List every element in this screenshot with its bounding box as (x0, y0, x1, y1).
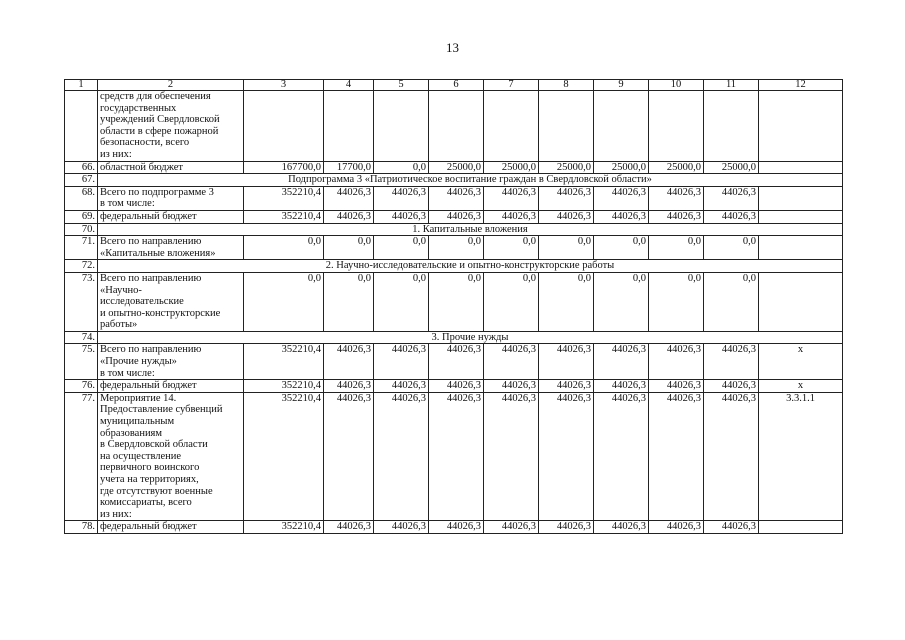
value-cell: 0,0 (484, 272, 539, 331)
value-cell: 352210,4 (244, 344, 324, 380)
table-row (65, 161, 843, 174)
value-cell: 44026,3 (704, 380, 759, 393)
value-cell: 44026,3 (484, 210, 539, 223)
row-number: 66. (65, 161, 98, 174)
value-cell: 44026,3 (704, 521, 759, 534)
event-code-cell (759, 210, 843, 223)
value-cell: 0,0 (649, 236, 704, 260)
table-row (65, 272, 843, 331)
table-row (65, 174, 843, 187)
value-cell: 44026,3 (484, 521, 539, 534)
value-cell: 0,0 (324, 272, 374, 331)
column-number-cell: 7 (484, 80, 539, 91)
table-row (65, 186, 843, 210)
value-cell: 44026,3 (704, 392, 759, 521)
value-cell (244, 91, 324, 162)
value-cell: 44026,3 (374, 380, 429, 393)
row-description: федеральный бюджет (98, 380, 244, 393)
row-number: 76. (65, 380, 98, 393)
value-cell: 44026,3 (324, 186, 374, 210)
column-number-cell: 5 (374, 80, 429, 91)
table-row (65, 521, 843, 534)
value-cell: 44026,3 (324, 210, 374, 223)
row-description: Всего по направлению «Научно- исследовательские и опытно-конструкторские работы» (98, 272, 244, 331)
value-cell: 44026,3 (649, 210, 704, 223)
column-number-row (65, 80, 843, 91)
value-cell: 352210,4 (244, 392, 324, 521)
value-cell: 44026,3 (429, 380, 484, 393)
row-description: Всего по направлению «Капитальные вложения» (98, 236, 244, 260)
value-cell: 44026,3 (429, 392, 484, 521)
value-cell: 44026,3 (429, 210, 484, 223)
table-row (65, 91, 843, 162)
event-code-cell: 3.3.1.1 (759, 392, 843, 521)
value-cell: 44026,3 (374, 392, 429, 521)
value-cell: 44026,3 (649, 186, 704, 210)
value-cell: 44026,3 (429, 344, 484, 380)
value-cell: 44026,3 (374, 210, 429, 223)
event-code-cell (759, 521, 843, 534)
column-number-cell: 12 (759, 80, 843, 91)
value-cell: 0,0 (484, 236, 539, 260)
value-cell: 25000,0 (649, 161, 704, 174)
table-body (65, 80, 843, 534)
value-cell: 0,0 (374, 272, 429, 331)
value-cell: 44026,3 (594, 521, 649, 534)
event-code-cell (759, 91, 843, 162)
row-number: 70. (65, 223, 98, 236)
value-cell: 44026,3 (704, 186, 759, 210)
value-cell: 0,0 (244, 236, 324, 260)
value-cell: 44026,3 (324, 344, 374, 380)
table-row (65, 210, 843, 223)
value-cell: 0,0 (649, 272, 704, 331)
value-cell: 25000,0 (484, 161, 539, 174)
row-description: областной бюджет (98, 161, 244, 174)
value-cell: 44026,3 (484, 380, 539, 393)
row-description: Всего по направлению «Прочие нужды» в том числе: (98, 344, 244, 380)
value-cell: 44026,3 (539, 344, 594, 380)
row-description: федеральный бюджет (98, 210, 244, 223)
value-cell: 352210,4 (244, 521, 324, 534)
value-cell (484, 91, 539, 162)
value-cell: 0,0 (429, 272, 484, 331)
table-row (65, 344, 843, 380)
value-cell: 352210,4 (244, 210, 324, 223)
value-cell: 0,0 (704, 236, 759, 260)
value-cell: 44026,3 (594, 210, 649, 223)
section-heading: 1. Капитальные вложения (98, 223, 843, 236)
value-cell: 44026,3 (324, 521, 374, 534)
value-cell: 44026,3 (539, 186, 594, 210)
row-description: Всего по подпрограмме 3 в том числе: (98, 186, 244, 210)
section-heading: 3. Прочие нужды (98, 331, 843, 344)
row-number: 74. (65, 331, 98, 344)
table-row (65, 380, 843, 393)
value-cell: 44026,3 (429, 186, 484, 210)
value-cell: 44026,3 (324, 392, 374, 521)
value-cell: 25000,0 (704, 161, 759, 174)
section-heading: Подпрограмма 3 «Патриотическое воспитание граждан в Свердловской области» (98, 174, 843, 187)
row-number: 68. (65, 186, 98, 210)
value-cell: 0,0 (374, 161, 429, 174)
value-cell: 44026,3 (649, 344, 704, 380)
value-cell: 44026,3 (539, 210, 594, 223)
value-cell (374, 91, 429, 162)
value-cell: 44026,3 (539, 380, 594, 393)
value-cell: 44026,3 (484, 186, 539, 210)
row-description: федеральный бюджет (98, 521, 244, 534)
value-cell: 0,0 (374, 236, 429, 260)
column-number-cell: 1 (65, 80, 98, 91)
value-cell: 44026,3 (594, 344, 649, 380)
table-row (65, 223, 843, 236)
column-number-cell: 6 (429, 80, 484, 91)
row-number: 73. (65, 272, 98, 331)
budget-table (64, 79, 843, 534)
row-number: 75. (65, 344, 98, 380)
table-row (65, 236, 843, 260)
row-number (65, 91, 98, 162)
column-number-cell: 3 (244, 80, 324, 91)
value-cell: 0,0 (594, 236, 649, 260)
row-number: 71. (65, 236, 98, 260)
column-number-cell: 4 (324, 80, 374, 91)
table-row (65, 392, 843, 521)
value-cell (539, 91, 594, 162)
event-code-cell (759, 161, 843, 174)
table-row (65, 260, 843, 273)
event-code-cell: х (759, 380, 843, 393)
column-number-cell: 11 (704, 80, 759, 91)
value-cell: 352210,4 (244, 186, 324, 210)
value-cell: 44026,3 (594, 392, 649, 521)
column-number-cell: 8 (539, 80, 594, 91)
value-cell: 0,0 (244, 272, 324, 331)
row-number: 72. (65, 260, 98, 273)
value-cell: 44026,3 (539, 392, 594, 521)
value-cell: 0,0 (324, 236, 374, 260)
value-cell: 44026,3 (704, 210, 759, 223)
row-number: 67. (65, 174, 98, 187)
value-cell (594, 91, 649, 162)
value-cell: 0,0 (539, 236, 594, 260)
page-number: 13 (446, 40, 459, 55)
value-cell: 44026,3 (649, 392, 704, 521)
value-cell: 17700,0 (324, 161, 374, 174)
value-cell: 0,0 (429, 236, 484, 260)
value-cell: 25000,0 (539, 161, 594, 174)
table-row (65, 331, 843, 344)
row-number: 69. (65, 210, 98, 223)
value-cell: 44026,3 (429, 521, 484, 534)
value-cell: 352210,4 (244, 380, 324, 393)
value-cell: 25000,0 (429, 161, 484, 174)
event-code-cell: х (759, 344, 843, 380)
row-description: средств для обеспечения государственных учреждений Свердловской области в сфере пожарной безопасности, всего из них: (98, 91, 244, 162)
value-cell (324, 91, 374, 162)
value-cell (704, 91, 759, 162)
value-cell: 44026,3 (539, 521, 594, 534)
event-code-cell (759, 236, 843, 260)
value-cell: 44026,3 (374, 186, 429, 210)
section-heading: 2. Научно-исследовательские и опытно-конструкторские работы (98, 260, 843, 273)
value-cell: 0,0 (594, 272, 649, 331)
row-description: Мероприятие 14. Предоставление субвенций муниципальным образованиям в Свердловской области на осуществление первичного воинского учета на территориях, где отсутствуют военные комиссариаты, всего из них: (98, 392, 244, 521)
value-cell (649, 91, 704, 162)
event-code-cell (759, 186, 843, 210)
value-cell: 44026,3 (484, 344, 539, 380)
value-cell: 44026,3 (704, 344, 759, 380)
event-code-cell (759, 272, 843, 331)
value-cell: 44026,3 (649, 380, 704, 393)
value-cell: 0,0 (539, 272, 594, 331)
value-cell (429, 91, 484, 162)
row-number: 77. (65, 392, 98, 521)
value-cell: 0,0 (704, 272, 759, 331)
value-cell: 44026,3 (484, 392, 539, 521)
value-cell: 25000,0 (594, 161, 649, 174)
column-number-cell: 10 (649, 80, 704, 91)
column-number-cell: 9 (594, 80, 649, 91)
value-cell: 44026,3 (324, 380, 374, 393)
value-cell: 44026,3 (374, 521, 429, 534)
column-number-cell: 2 (98, 80, 244, 91)
value-cell: 44026,3 (374, 344, 429, 380)
value-cell: 44026,3 (594, 186, 649, 210)
value-cell: 44026,3 (649, 521, 704, 534)
row-number: 78. (65, 521, 98, 534)
value-cell: 44026,3 (594, 380, 649, 393)
value-cell: 167700,0 (244, 161, 324, 174)
